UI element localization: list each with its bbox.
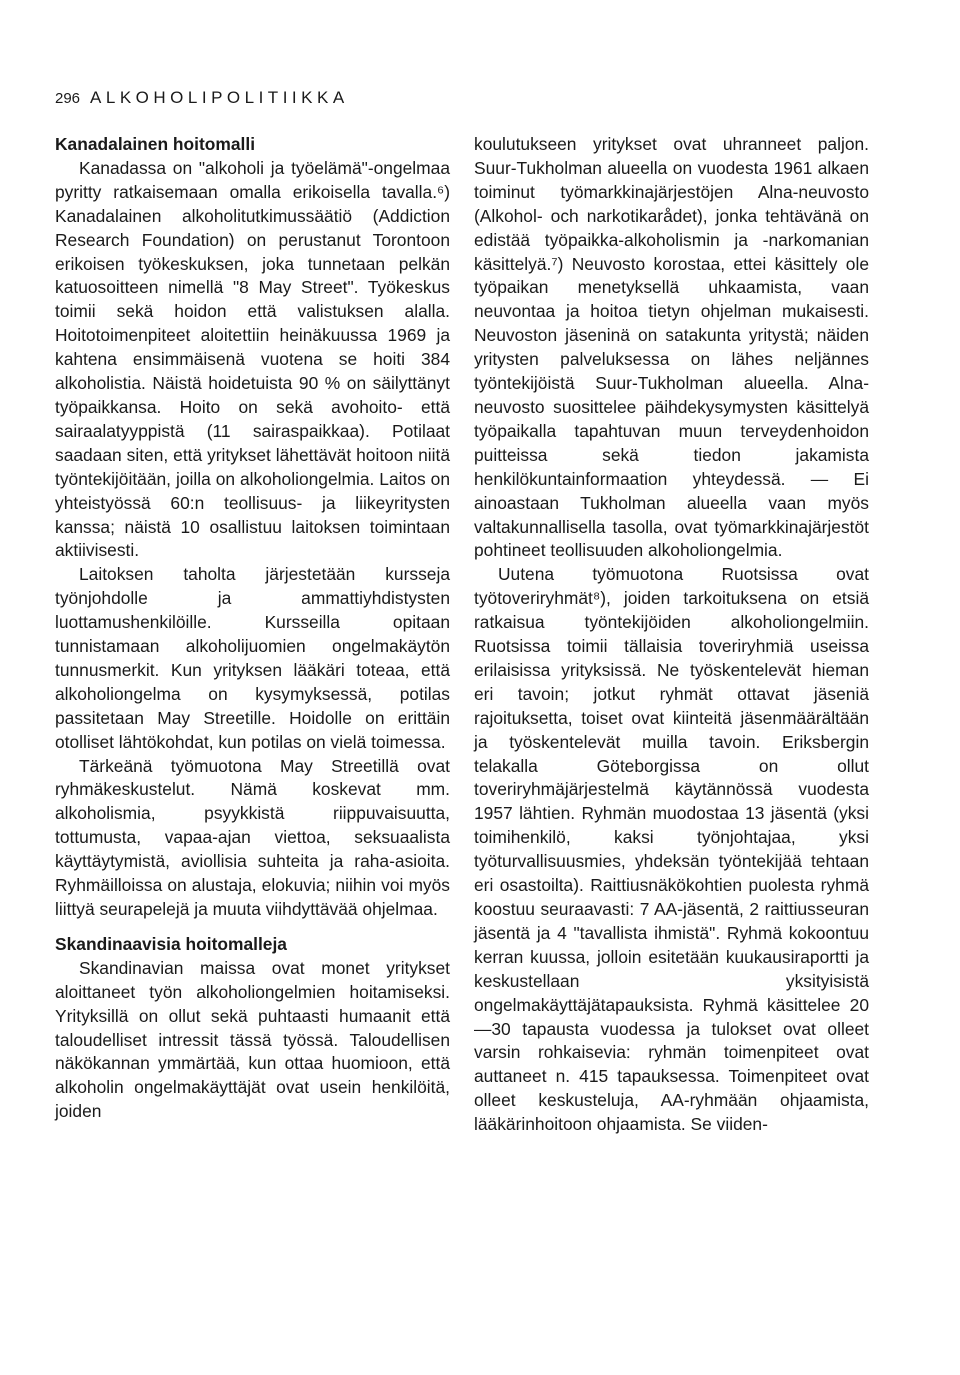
left-column	[55, 133, 450, 1124]
paragraph: Laitoksen taholta järjestetään kursseja työnjohdolle ja ammattiyhdistysten luottamushenkilöille. Kursseilla opitaan tunnistamaan alkoholijuomien ongelmakäytön tunnusmerkit. Kun yrityksen lääkäri toteaa, että alkoholiongelma on kysymyksessä, potilas passitetaan May Streetille. Hoidolle on erittäin otolliset lähtökohdat, kun potilas on vielä toimessa.	[55, 564, 450, 752]
running-title: ALKOHOLIPOLITIIKKA	[90, 88, 349, 107]
section-heading-canadian-model: Kanadalainen hoitomalli	[55, 134, 256, 154]
page-number: 296	[55, 90, 81, 107]
paragraph: koulutukseen yritykset ovat uhranneet paljon. Suur-Tukholman alueella on vuodesta 1961 alkaen toiminut työmarkkinajärjestöjen Alna-neuvosto (Alkohol- och narkotikarådet), jonka tehtävänä on edistää työpaikka-alkoholismin ja -narkomanian käsittelyä.⁷) Neuvosto korostaa, ettei käsittely ole työpaikan menetyksellä uhkaamista, vaan neuvontaa ja hoitoa tietyn ohjelman mukaisesti. Neuvoston jäseninä on satakunta yritystä; näiden yritysten palveluksessa on lähes neljännes työntekijöistä Suur-Tukholman alueella. Alna-neuvosto suosittelee päihdekysymysten käsittelyä työpaikalla tapahtuvan muun terveydenhoidon puitteissa sekä tiedon jakamista henkilökuntainformaation yhteydessä. — Ei ainoastaan Tukholman alueella vaan myös valtakunnallisella tasolla, ovat työmarkkinajärjestöt pohtineet teollisuuden alkoholiongelmia.	[474, 134, 869, 561]
paragraph: Tärkeänä työmuotona May Streetillä ovat ryhmäkeskustelut. Nämä koskevat mm. alkoholismia, psyykkistä riippuvaisuutta, tottumusta, vapaa-ajan viettoa, seksuaalista käyttäytymistä, aviollisia suhteita ja raha-asioita. Ryhmäilloissa on alustaja, elokuvia; niihin voi myös liittyä seurapelejä ja muuta viihdyttävää ohjelmaa.	[55, 755, 450, 919]
right-column	[474, 133, 869, 1137]
paragraph: Skandinavian maissa ovat monet yritykset aloittaneet työn alkoholiongelmien hoitamiseksi. Yrityksillä on ollut sekä puhtaasti humaanit että taloudelliset intressit tässä työssä. Taloudellisen näkökannan ymmärtää, kun ottaa huomioon, että alkoholin ongelmakäyttäjät ovat usein henkilöitä, joiden	[55, 957, 450, 1122]
running-header	[55, 88, 349, 108]
paragraph: Kanadassa on "alkoholi ja työelämä"-ongelmaa pyritty ratkaisemaan omalla erikoisella tavalla.⁶) Kanadalainen alkoholitutkimussäätiö (Addiction Research Foundation) on perustanut Torontoon erikoisen työkeskuksen, joka tunnetaan pelkän katuosoitteen nimellä "8 May Street". Työkeskus toimii sekä hoidon että valistuksen alalla. Hoitotoimenpiteet aloitettiin heinäkuussa 1969 ja kahtena ensimmäisenä vuotena se hoiti 384 alkoholistia. Näistä hoidetuista 90 % on säilyttänyt työpaikkansa. Hoito on sekä avohoito- että sairaalatyyppistä (11 sairaspaikkaa). Potilaat saadaan siten, että yritykset lähettävät hoitoon niitä työntekijöitään, joilla on alkoholiongelmia. Laitos on yhteistyössä 60:n teollisuus- ja liikeyritysten kanssa; näistä 10 osallistuu laitoksen toimintaan aktiivisesti.	[55, 157, 450, 561]
paragraph: Uutena työmuotona Ruotsissa ovat työtoveriryhmät⁸), joiden tarkoituksena on etsiä ratkaisua työntekijöiden alkoholiongelmiin. Ruotsissa toimii tällaisia toveriryhmiä useissa erilaisissa yrityksissä. Ne työskentelevät hieman eri tavoin; jotkut ryhmät ottavat jäseniä rajoituksetta, toiset ovat kiinteitä jäsenmäärältään ja työskentelevät muilla tavoin. Eriksbergin telakalla Göteborgissa on ollut toveriryhmäjärjestelmä käytännössä vuodesta 1957 lähtien. Ryhmän muodostaa 13 jäsentä (yksi toimihenkilö, kaksi työnjohtajaa, yksi työturvallisuusmies, yhdeksän työntekijää tehtaan eri osastoilta). Raittiusnäkökohtien puolesta ryhmä koostuu seuraavasti: 7 AA-jäsentä, 2 raittiusseuran jäsentä ja 4 "tavallista ihmistä". Ryhmä kokoontuu kerran kuussa, jolloin esitetään kuukausiraportti ja keskustellaan yksityisistä ongelmakäyttäjätapauksista. Ryhmä käsittelee 20—30 tapausta vuodessa ja tulokset ovat olleet varsin rohkaisevia: ryhmän toimenpiteet ovat auttaneet n. 415 tapauksessa. Toimenpiteet ovat olleet keskusteluja, AA-ryhmään ohjaamista, lääkärinhoitoon ohjaamista. Se viiden-	[474, 564, 869, 1135]
section-heading-scandinavian-models: Skandinaavisia hoitomalleja	[55, 933, 287, 954]
